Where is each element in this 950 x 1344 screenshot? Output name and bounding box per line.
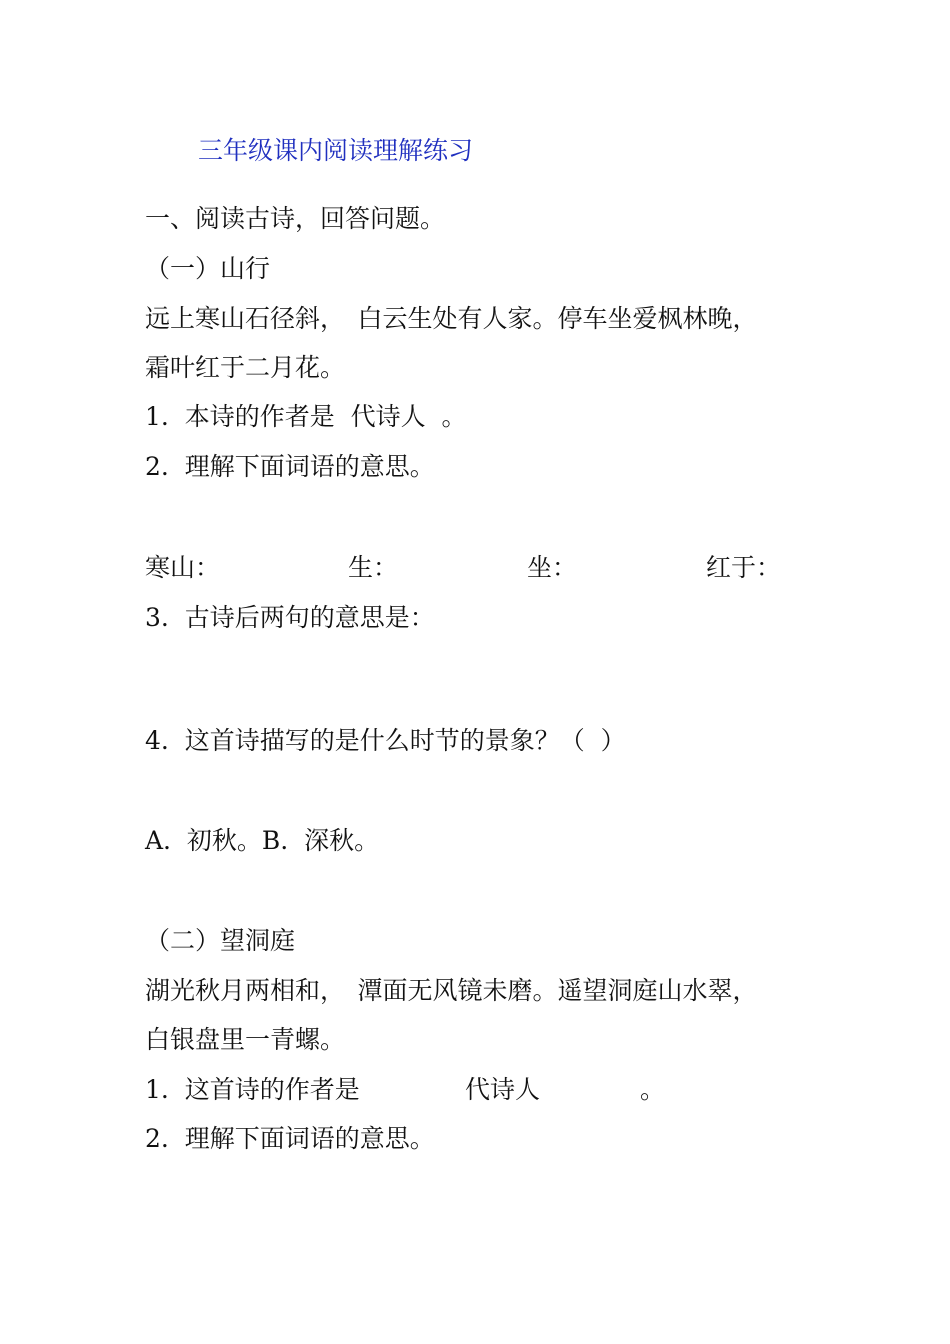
poem1-text-line2: 霜叶红于二月花。	[145, 353, 346, 382]
poem1-question-1: 1. 本诗的作者是 代诗人 。	[145, 402, 467, 431]
page-title: 三年级课内阅读理解练习	[198, 136, 474, 165]
poem1-options: A. 初秋。B. 深秋。	[145, 826, 380, 855]
poem1-question-2: 2. 理解下面词语的意思。	[145, 452, 435, 481]
poem2-text-line1: 湖光秋月两相和， 潭面无风镜未磨。遥望洞庭山水翠，	[145, 976, 758, 1005]
poem2-text-line2: 白银盘里一青螺。	[145, 1025, 346, 1054]
section-heading: 一、阅读古诗，回答问题。	[145, 204, 446, 233]
poem1-question-4: 4. 这首诗描写的是什么时节的景象？（ ）	[145, 726, 626, 755]
poem1-text-line1: 远上寒山石径斜， 白云生处有人家。停车坐爱枫林晚，	[145, 304, 758, 333]
poem2-question-2: 2. 理解下面词语的意思。	[145, 1124, 435, 1153]
poem1-question-3: 3. 古诗后两句的意思是：	[145, 603, 435, 632]
poem2-heading: （二）望洞庭	[145, 926, 296, 955]
poem2-question-1-mid: 代诗人	[465, 1075, 541, 1104]
poem1-term-sheng: 生：	[348, 553, 399, 582]
poem1-term-hanshan: 寒山：	[145, 553, 221, 582]
poem2-question-1-end: 。	[640, 1075, 666, 1104]
poem1-term-hongyu: 红于：	[706, 553, 782, 582]
poem2-question-1-prefix: 1. 这首诗的作者是	[145, 1075, 360, 1104]
poem1-heading: （一）山行	[145, 254, 271, 283]
poem1-term-zuo: 坐：	[527, 553, 578, 582]
